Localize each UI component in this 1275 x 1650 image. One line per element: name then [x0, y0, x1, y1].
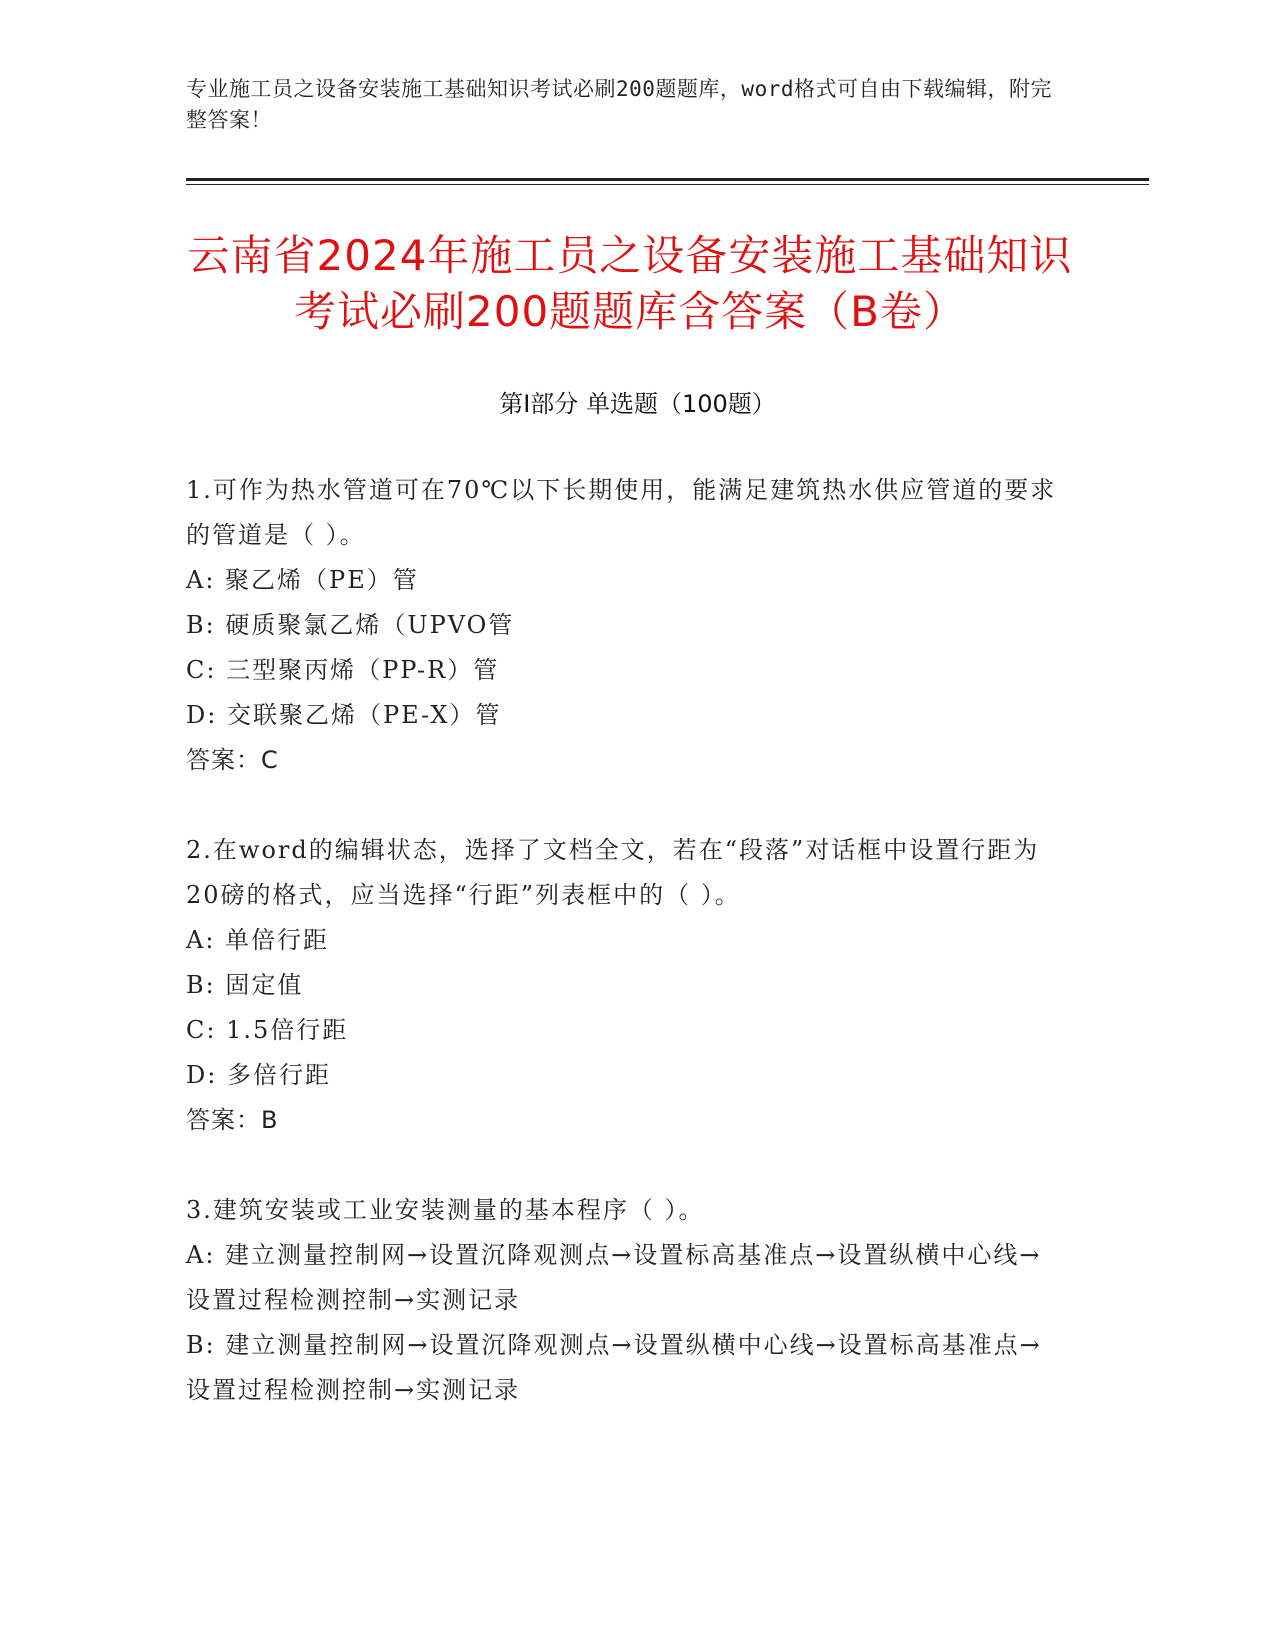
option-d: D: 交联聚乙烯（PE-X）管: [186, 701, 502, 729]
option-d: D: 多倍行距: [186, 1061, 331, 1089]
option-c: C: 三型聚丙烯（PP-R）管: [186, 656, 500, 684]
header-rule-thick: [186, 178, 1149, 181]
question-stem: 1.可作为热水管道可在70℃以下长期使用，能满足建筑热水供应管道的要求的管道是（ ）。: [186, 476, 1057, 549]
question-stem: 3.建筑安装或工业安装测量的基本程序（ ）。: [186, 1196, 705, 1224]
question-list: [186, 468, 1066, 1458]
question-1: [186, 468, 1066, 783]
option-a: A: 聚乙烯（PE）管: [186, 566, 419, 594]
option-b: B: 固定值: [186, 971, 304, 999]
header-rule-thin: [186, 184, 1149, 185]
answer-line: 答案：B: [186, 1106, 279, 1134]
option-a: A: 建立测量控制网→设置沉降观测点→设置标高基准点→设置纵横中心线→设置过程检测控制→实测记录: [186, 1241, 1042, 1314]
question-stem: 2.在word的编辑状态，选择了文档全文，若在“段落”对话框中设置行距为20磅的格式，应当选择“行距”列表框中的（ ）。: [186, 836, 1040, 909]
header-note: 专业施工员之设备安装施工基础知识考试必刷200题题库，word格式可自由下载编辑，附完整答案！: [186, 77, 1052, 132]
document-title: 云南省2024年施工员之设备安装施工基础知识考试必刷200题题库含答案（B卷）: [187, 231, 1073, 336]
header-rule: [186, 178, 1149, 185]
question-3: [186, 1188, 1066, 1413]
option-c: C: 1.5倍行距: [186, 1016, 349, 1044]
section-heading: 第Ⅰ部分 单选题（100题）: [499, 390, 776, 418]
option-a: A: 单倍行距: [186, 926, 330, 954]
option-b: B: 硬质聚氯乙烯（UPVO管: [186, 611, 515, 639]
answer-line: 答案：C: [186, 746, 279, 774]
question-2: [186, 828, 1066, 1143]
option-b: B: 建立测量控制网→设置沉降观测点→设置纵横中心线→设置标高基准点→设置过程检测控制→实测记录: [186, 1331, 1042, 1404]
